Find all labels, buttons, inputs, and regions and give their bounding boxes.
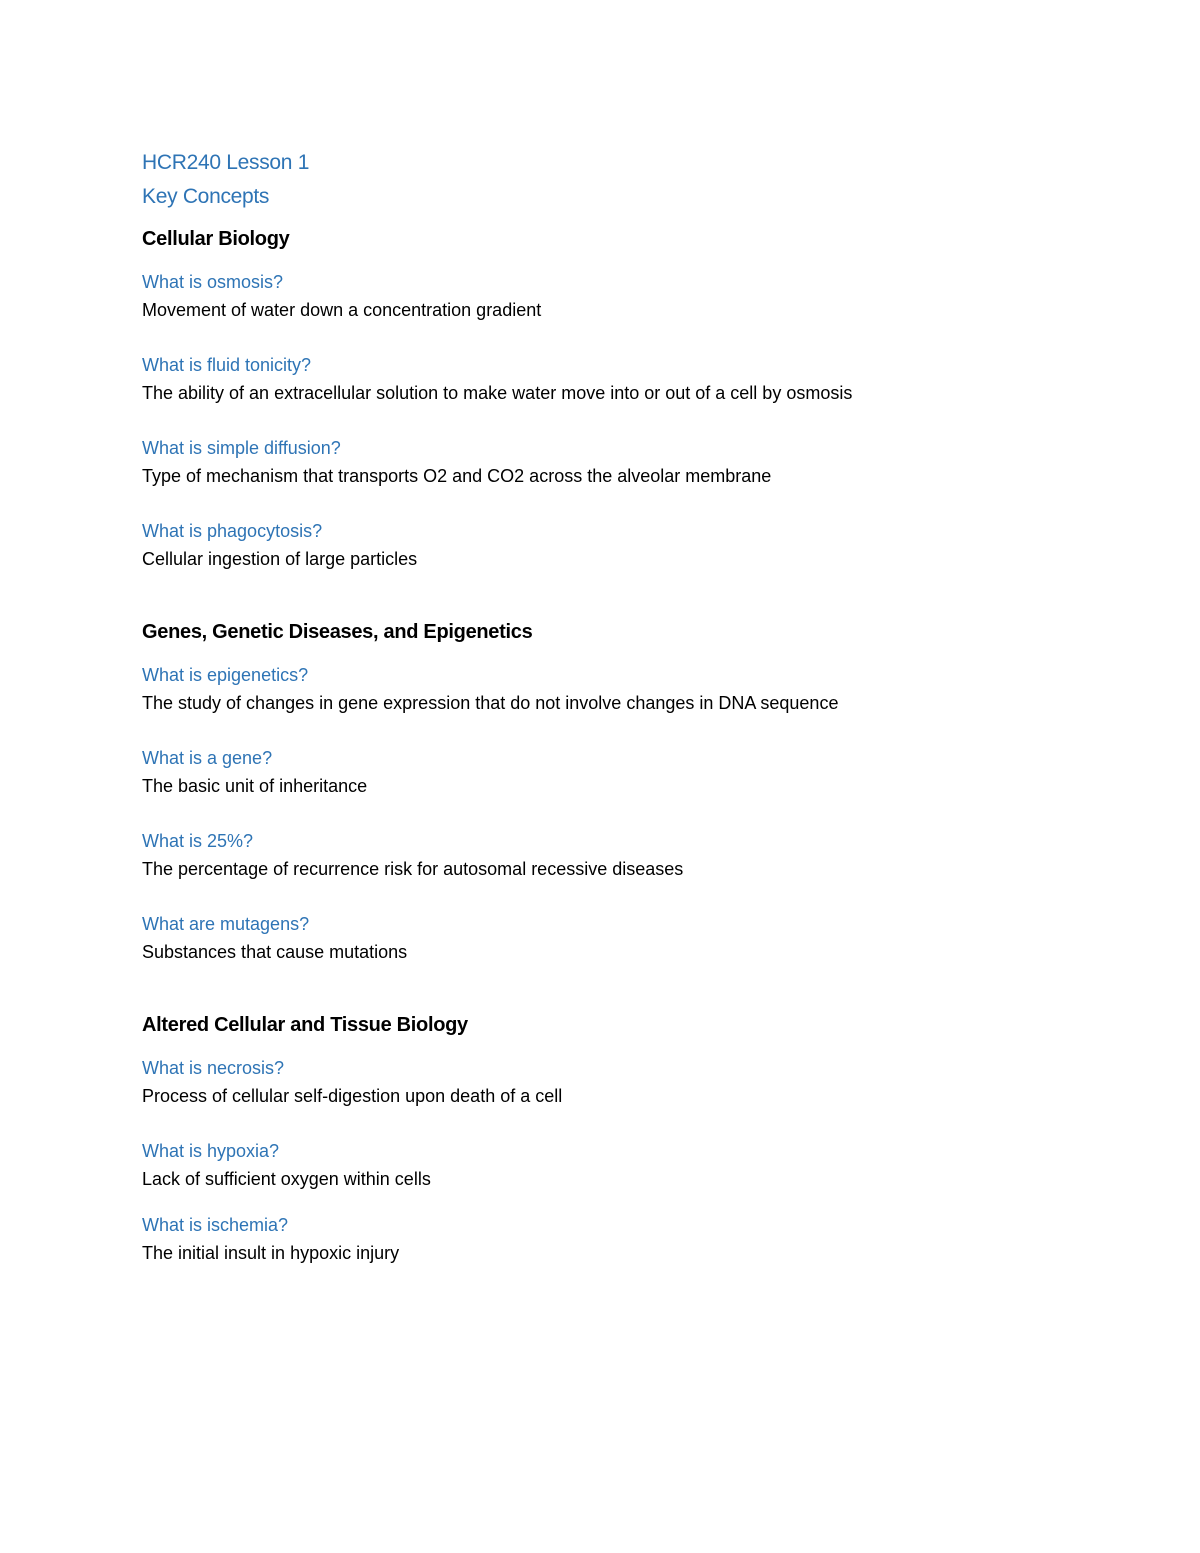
qa-item (142, 661, 1102, 717)
section-heading: Altered Cellular and Tissue Biology (142, 1014, 468, 1036)
question: What is phagocytosis? (142, 521, 323, 541)
question: What is fluid tonicity? (142, 355, 312, 375)
qa-item (142, 268, 1102, 324)
question: What is hypoxia? (142, 1141, 280, 1161)
answer: Type of mechanism that transports O2 and CO2 across the alveolar membrane (142, 466, 772, 486)
answer: The basic unit of inheritance (142, 776, 368, 796)
answer: Process of cellular self-digestion upon death of a cell (142, 1086, 563, 1106)
question: What is necrosis? (142, 1058, 285, 1078)
question: What are mutagens? (142, 914, 310, 934)
answer: The initial insult in hypoxic injury (142, 1243, 400, 1263)
qa-item (142, 1054, 1102, 1110)
question: What is simple diffusion? (142, 438, 341, 458)
qa-item (142, 1137, 1102, 1193)
answer: Lack of sufficient oxygen within cells (142, 1169, 431, 1189)
answer: Movement of water down a concentration gradient (142, 300, 542, 320)
section-heading: Cellular Biology (142, 228, 290, 250)
document-title: HCR240 Lesson 1 (142, 151, 310, 174)
answer: The study of changes in gene expression that do not involve changes in DNA sequence (142, 693, 839, 713)
answer: The percentage of recurrence risk for autosomal recessive diseases (142, 859, 684, 879)
answer: The ability of an extracellular solution to make water move into or out of a cell by osmosis (142, 383, 853, 403)
question: What is epigenetics? (142, 665, 309, 685)
qa-item (142, 434, 1102, 490)
section-genes-genetic-diseases (142, 617, 1102, 966)
section-cellular-biology (142, 224, 1102, 573)
document-page (142, 146, 1102, 1294)
answer: Cellular ingestion of large particles (142, 549, 418, 569)
qa-item (142, 351, 1102, 407)
answer: Substances that cause mutations (142, 942, 408, 962)
qa-item (142, 910, 1102, 966)
question: What is a gene? (142, 748, 273, 768)
question: What is 25%? (142, 831, 254, 851)
question: What is osmosis? (142, 272, 284, 292)
qa-item (142, 744, 1102, 800)
section-altered-cellular-tissue-biology (142, 1010, 1102, 1267)
qa-item (142, 517, 1102, 573)
qa-item (142, 1211, 1102, 1267)
section-heading: Genes, Genetic Diseases, and Epigenetics (142, 621, 533, 643)
qa-item (142, 827, 1102, 883)
document-subtitle: Key Concepts (142, 185, 270, 208)
question: What is ischemia? (142, 1215, 289, 1235)
